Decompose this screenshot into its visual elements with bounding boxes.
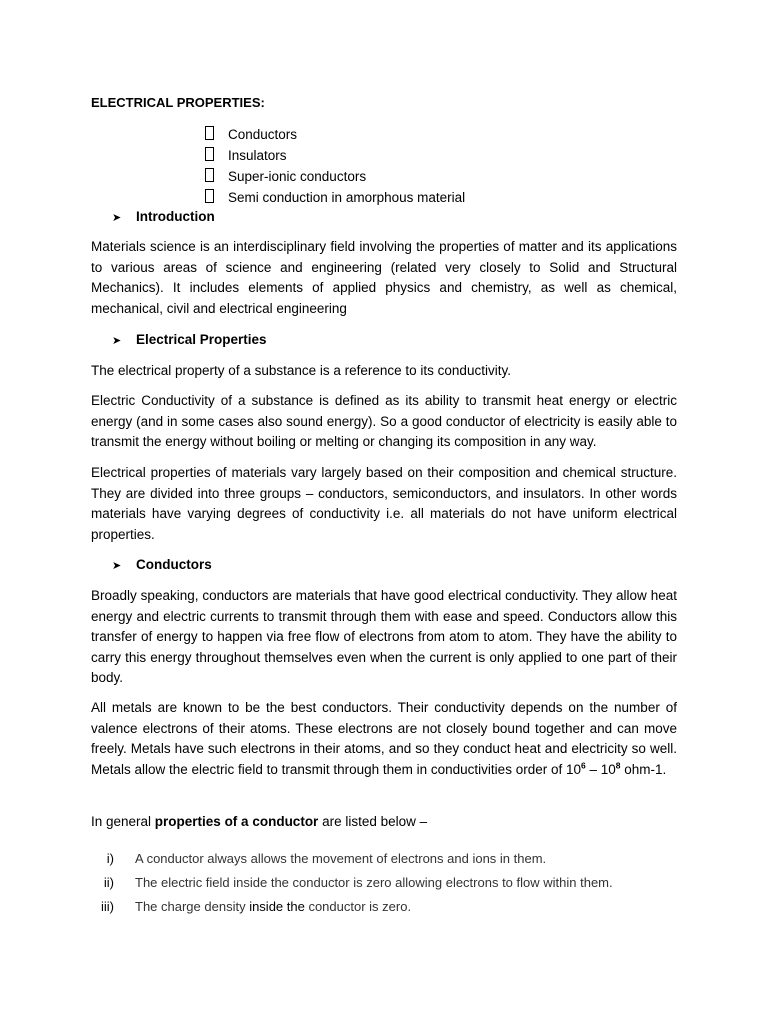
checkbox-icon bbox=[205, 147, 214, 161]
topic-item bbox=[205, 189, 465, 205]
heading-introduction bbox=[112, 209, 215, 224]
item-number: i) bbox=[106, 851, 114, 866]
outro-text: are listed below – bbox=[318, 814, 428, 829]
paragraph-conductors-3 bbox=[91, 812, 677, 833]
property-item bbox=[91, 875, 613, 890]
paragraph-electrical-3: Electrical properties of materials vary largely based on their composition and chemical structure. They are divided into three groups – conductors, semiconductors, and insulators. In other words materials have varying degrees of conductivity i.e. all materials do not have uniform electrical properties. bbox=[91, 465, 677, 542]
paragraph-electrical-1: The electrical property of a substance is a reference to its conductivity. bbox=[91, 363, 511, 378]
exponent-8: 8 bbox=[615, 760, 621, 771]
item-number: ii) bbox=[103, 875, 114, 890]
dash-ten: – 10 bbox=[585, 761, 616, 777]
paragraph-intro: Materials science is an interdisciplinary field involving the properties of matter and its applications to various areas of science and engineering (related very closely to Solid and Structural Mechanics). It includes elements of applied physics and chemistry, as well as chemical, mechanical, civil and electrical engineering bbox=[91, 239, 677, 316]
topic-item bbox=[205, 147, 287, 163]
checkbox-icon bbox=[205, 168, 214, 182]
paragraph-conductors-2 bbox=[91, 698, 677, 780]
heading-label: Conductors bbox=[136, 557, 212, 572]
item-text-post: conductor is zero. bbox=[304, 899, 412, 914]
topic-item bbox=[205, 126, 297, 142]
heading-conductors bbox=[112, 557, 212, 572]
intro-text: In general bbox=[91, 814, 155, 829]
heading-label: Introduction bbox=[136, 209, 215, 224]
arrow-bullet-icon: ➤ bbox=[112, 212, 122, 224]
property-item bbox=[91, 899, 411, 914]
item-number: iii) bbox=[101, 899, 114, 914]
heading-label: Electrical Properties bbox=[136, 332, 267, 347]
arrow-bullet-icon: ➤ bbox=[112, 560, 122, 572]
item-text-pre: The charge density bbox=[135, 899, 250, 914]
topic-item bbox=[205, 168, 366, 184]
checkbox-icon bbox=[205, 126, 214, 140]
item-text: A conductor always allows the movement of electrons and ions in them. bbox=[135, 851, 547, 866]
arrow-bullet-icon: ➤ bbox=[112, 335, 122, 347]
bold-phrase: properties of a conductor bbox=[154, 814, 319, 829]
checkbox-icon bbox=[205, 189, 214, 203]
exponent-6: 6 bbox=[580, 760, 586, 771]
item-text: The electric field inside the conductor is zero allowing electrons to flow within them. bbox=[135, 875, 613, 890]
item-text-bold: inside the bbox=[249, 899, 305, 914]
conductivity-text: All metals are known to be the best conductors. Their conductivity depends on the number of valence electrons of their atoms. These electrons are not closely bound together and can move freely. Metals have such electrons in their atoms, and so they conduct heat and electricity so well. Metals allow the electric field to transmit through them in conductivities order of 10 bbox=[91, 700, 677, 777]
paragraph-electrical-2: Electric Conductivity of a substance is defined as its ability to transmit heat energy or electric energy (and in some cases also sound energy). So a good conductor of electricity is easily able to transmit the energy without boiling or melting or changing its composition in any way. bbox=[91, 393, 677, 450]
topic-label: Insulators bbox=[228, 148, 287, 163]
paragraph-conductors-1: Broadly speaking, conductors are materials that have good electrical conductivity. They allow heat energy and electric currents to transmit through them with ease and speed. Conductors allow this transfer of energy to happen via free flow of electrons from atom to atom. They have the ability to carry this energy throughout themselves even when the current is only applied to one part of their body. bbox=[91, 588, 677, 686]
topic-label: Conductors bbox=[228, 127, 298, 142]
heading-electrical-properties bbox=[112, 332, 267, 347]
unit-text: ohm-1. bbox=[620, 761, 667, 777]
topic-label: Semi conduction in amorphous material bbox=[228, 190, 466, 205]
page-title: ELECTRICAL PROPERTIES: bbox=[91, 95, 265, 110]
property-item bbox=[91, 851, 546, 866]
topic-label: Super-ionic conductors bbox=[228, 169, 367, 184]
